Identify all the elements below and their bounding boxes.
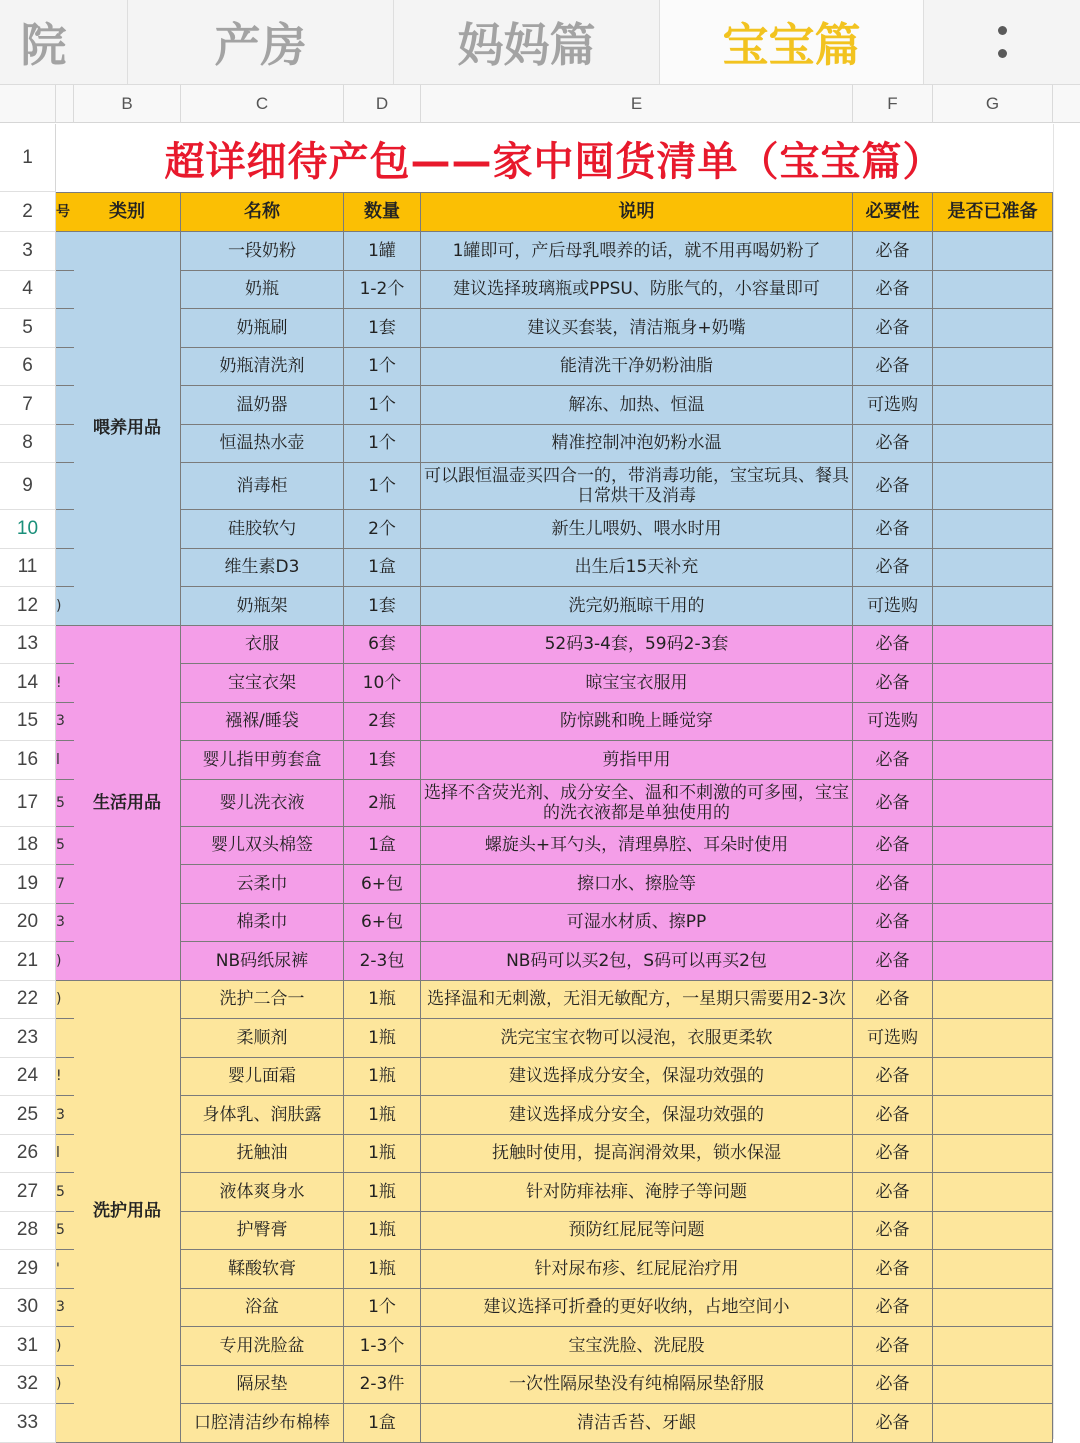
row-header-18[interactable]: 18 [0, 827, 56, 866]
row-4-desc[interactable]: 建议选择玻璃瓶或PPSU、防胀气的，小容量即可 [421, 271, 853, 310]
row-10-name[interactable]: 硅胶软勺 [181, 510, 344, 549]
row-21-ready[interactable] [933, 942, 1053, 981]
row-4-name[interactable]: 奶瓶 [181, 271, 344, 310]
row-11-need[interactable]: 必备 [853, 549, 933, 588]
row-18-qty[interactable]: 1盒 [344, 827, 421, 866]
column-header-e[interactable]: E [421, 85, 853, 123]
row-19-partial-cell[interactable]: 7 [56, 865, 74, 904]
row-4-partial-cell[interactable] [56, 271, 74, 310]
row-17-qty[interactable]: 2瓶 [344, 780, 421, 827]
row-26-ready[interactable] [933, 1135, 1053, 1174]
row-5-name[interactable]: 奶瓶刷 [181, 309, 344, 348]
row-32-name[interactable]: 隔尿垫 [181, 1366, 344, 1405]
row-30-name[interactable]: 浴盆 [181, 1289, 344, 1328]
row-16-partial-cell[interactable]: l [56, 741, 74, 780]
row-20-partial-cell[interactable]: 3 [56, 904, 74, 943]
row-23-ready[interactable] [933, 1019, 1053, 1058]
row-33-ready[interactable] [933, 1404, 1053, 1443]
sheet-tab-4[interactable]: 宝宝篇 [660, 0, 924, 84]
row-header-31[interactable]: 31 [0, 1327, 56, 1366]
row-header-24[interactable]: 24 [0, 1058, 56, 1097]
row-12-qty[interactable]: 1套 [344, 587, 421, 626]
row-19-ready[interactable] [933, 865, 1053, 904]
row-7-need[interactable]: 可选购 [853, 386, 933, 425]
row-14-need[interactable]: 必备 [853, 664, 933, 703]
row-30-partial-cell[interactable]: 3 [56, 1289, 74, 1328]
row-31-name[interactable]: 专用洗脸盆 [181, 1327, 344, 1366]
row-32-partial-cell[interactable]: ) [56, 1366, 74, 1405]
row-28-qty[interactable]: 1瓶 [344, 1212, 421, 1251]
row-16-name[interactable]: 婴儿指甲剪套盒 [181, 741, 344, 780]
row-header-3[interactable]: 3 [0, 232, 56, 271]
row-header-20[interactable]: 20 [0, 904, 56, 943]
row-28-partial-cell[interactable]: 5 [56, 1212, 74, 1251]
row-30-need[interactable]: 必备 [853, 1289, 933, 1328]
row-21-partial-cell[interactable]: ) [56, 942, 74, 981]
row-9-need[interactable]: 必备 [853, 463, 933, 510]
row-33-need[interactable]: 必备 [853, 1404, 933, 1443]
row-14-partial-cell[interactable]: ! [56, 664, 74, 703]
row-header-29[interactable]: 29 [0, 1250, 56, 1289]
row-9-partial-cell[interactable] [56, 463, 74, 510]
row-8-desc[interactable]: 精准控制冲泡奶粉水温 [421, 425, 853, 464]
column-header-g[interactable]: G [933, 85, 1053, 123]
sheet-tab-3[interactable]: 妈妈篇 [394, 0, 660, 84]
row-25-qty[interactable]: 1瓶 [344, 1096, 421, 1135]
row-7-ready[interactable] [933, 386, 1053, 425]
row-9-qty[interactable]: 1个 [344, 463, 421, 510]
row-header-26[interactable]: 26 [0, 1135, 56, 1174]
row-33-desc[interactable]: 清洁舌苔、牙龈 [421, 1404, 853, 1443]
row-3-ready[interactable] [933, 232, 1053, 271]
row-17-partial-cell[interactable]: 5 [56, 780, 74, 827]
row-5-desc[interactable]: 建议买套装，清洁瓶身+奶嘴 [421, 309, 853, 348]
row-10-ready[interactable] [933, 510, 1053, 549]
row-28-need[interactable]: 必备 [853, 1212, 933, 1251]
row-21-qty[interactable]: 2-3包 [344, 942, 421, 981]
row-header-27[interactable]: 27 [0, 1173, 56, 1212]
row-11-qty[interactable]: 1盒 [344, 549, 421, 588]
row-10-partial-cell[interactable] [56, 510, 74, 549]
row-header-9[interactable]: 9 [0, 463, 56, 510]
category-cell-1[interactable]: 喂养用品 [74, 232, 181, 626]
row-32-need[interactable]: 必备 [853, 1366, 933, 1405]
row-19-desc[interactable]: 擦口水、擦脸等 [421, 865, 853, 904]
row-29-partial-cell[interactable]: ' [56, 1250, 74, 1289]
row-27-desc[interactable]: 针对防痱祛痱、淹脖子等问题 [421, 1173, 853, 1212]
row-20-qty[interactable]: 6+包 [344, 904, 421, 943]
row-7-desc[interactable]: 解冻、加热、恒温 [421, 386, 853, 425]
row-12-name[interactable]: 奶瓶架 [181, 587, 344, 626]
row-4-ready[interactable] [933, 271, 1053, 310]
row-header-33[interactable]: 33 [0, 1404, 56, 1443]
row-header-23[interactable]: 23 [0, 1019, 56, 1058]
row-header-25[interactable]: 25 [0, 1096, 56, 1135]
row-10-qty[interactable]: 2个 [344, 510, 421, 549]
row-header-12[interactable]: 12 [0, 587, 56, 626]
row-header-14[interactable]: 14 [0, 664, 56, 703]
row-26-qty[interactable]: 1瓶 [344, 1135, 421, 1174]
column-header-d[interactable]: D [344, 85, 421, 123]
row-25-desc[interactable]: 建议选择成分安全，保湿功效强的 [421, 1096, 853, 1135]
row-8-name[interactable]: 恒温热水壶 [181, 425, 344, 464]
row-6-name[interactable]: 奶瓶清洗剂 [181, 348, 344, 387]
row-19-need[interactable]: 必备 [853, 865, 933, 904]
row-8-need[interactable]: 必备 [853, 425, 933, 464]
row-3-need[interactable]: 必备 [853, 232, 933, 271]
row-header-28[interactable]: 28 [0, 1212, 56, 1251]
row-24-desc[interactable]: 建议选择成分安全，保湿功效强的 [421, 1058, 853, 1097]
header-need[interactable]: 必要性 [853, 192, 933, 232]
row-6-desc[interactable]: 能清洗干净奶粉油脂 [421, 348, 853, 387]
row-29-desc[interactable]: 针对尿布疹、红屁屁治疗用 [421, 1250, 853, 1289]
row-31-ready[interactable] [933, 1327, 1053, 1366]
row-5-qty[interactable]: 1套 [344, 309, 421, 348]
row-31-need[interactable]: 必备 [853, 1327, 933, 1366]
row-12-desc[interactable]: 洗完奶瓶晾干用的 [421, 587, 853, 626]
row-28-name[interactable]: 护臀膏 [181, 1212, 344, 1251]
row-14-qty[interactable]: 10个 [344, 664, 421, 703]
row-header-22[interactable]: 22 [0, 981, 56, 1020]
row-3-desc[interactable]: 1罐即可，产后母乳喂养的话，就不用再喝奶粉了 [421, 232, 853, 271]
row-15-qty[interactable]: 2套 [344, 703, 421, 742]
row-33-name[interactable]: 口腔清洁纱布棉棒 [181, 1404, 344, 1443]
row-24-partial-cell[interactable]: ! [56, 1058, 74, 1097]
dot [998, 26, 1007, 35]
row-18-name[interactable]: 婴儿双头棉签 [181, 827, 344, 866]
row-header-5[interactable]: 5 [0, 309, 56, 348]
row-16-desc[interactable]: 剪指甲用 [421, 741, 853, 780]
row-28-ready[interactable] [933, 1212, 1053, 1251]
row-24-qty[interactable]: 1瓶 [344, 1058, 421, 1097]
row-header-7[interactable]: 7 [0, 386, 56, 425]
column-header-c[interactable]: C [181, 85, 344, 123]
row-31-desc[interactable]: 宝宝洗脸、洗屁股 [421, 1327, 853, 1366]
row-27-name[interactable]: 液体爽身水 [181, 1173, 344, 1212]
row-29-need[interactable]: 必备 [853, 1250, 933, 1289]
row-23-name[interactable]: 柔顺剂 [181, 1019, 344, 1058]
row-17-need[interactable]: 必备 [853, 780, 933, 827]
corner-cell[interactable] [0, 85, 56, 123]
row-10-desc[interactable]: 新生儿喂奶、喂水时用 [421, 510, 853, 549]
row-3-partial-cell[interactable] [56, 232, 74, 271]
row-25-partial-cell[interactable]: 3 [56, 1096, 74, 1135]
row-header-13[interactable]: 13 [0, 626, 56, 665]
row-3-qty[interactable]: 1罐 [344, 232, 421, 271]
row-5-ready[interactable] [933, 309, 1053, 348]
row-27-need[interactable]: 必备 [853, 1173, 933, 1212]
column-header-b[interactable]: B [74, 85, 181, 123]
sheet-tab-1[interactable]: 院 [0, 0, 128, 84]
sheet-title: 超详细待产包——家中囤货清单（宝宝篇） [164, 138, 944, 185]
row-6-need[interactable]: 必备 [853, 348, 933, 387]
grid-line-right [1053, 124, 1054, 1439]
row-8-qty[interactable]: 1个 [344, 425, 421, 464]
more-vertical-icon[interactable] [924, 0, 1080, 84]
row-27-ready[interactable] [933, 1173, 1053, 1212]
row-header-21[interactable]: 21 [0, 942, 56, 981]
row-29-qty[interactable]: 1瓶 [344, 1250, 421, 1289]
row-28-desc[interactable]: 预防红屁屁等问题 [421, 1212, 853, 1251]
row-3-name[interactable]: 一段奶粉 [181, 232, 344, 271]
row-22-need[interactable]: 必备 [853, 981, 933, 1020]
row-33-qty[interactable]: 1盒 [344, 1404, 421, 1443]
row-14-name[interactable]: 宝宝衣架 [181, 664, 344, 703]
row-13-need[interactable]: 必备 [853, 626, 933, 665]
row-22-qty[interactable]: 1瓶 [344, 981, 421, 1020]
row-11-name[interactable]: 维生素D3 [181, 549, 344, 588]
row-18-desc[interactable]: 螺旋头+耳勺头，清理鼻腔、耳朵时使用 [421, 827, 853, 866]
row-21-name[interactable]: NB码纸尿裤 [181, 942, 344, 981]
row-12-partial-cell[interactable]: ) [56, 587, 74, 626]
row-20-desc[interactable]: 可湿水材质、擦PP [421, 904, 853, 943]
dot [998, 49, 1007, 58]
row-4-qty[interactable]: 1-2个 [344, 271, 421, 310]
header-category[interactable]: 类别 [74, 192, 181, 232]
row-12-ready[interactable] [933, 587, 1053, 626]
row-header-19[interactable]: 19 [0, 865, 56, 904]
row-26-need[interactable]: 必备 [853, 1135, 933, 1174]
row-header-16[interactable]: 16 [0, 741, 56, 780]
row-27-qty[interactable]: 1瓶 [344, 1173, 421, 1212]
row-7-qty[interactable]: 1个 [344, 386, 421, 425]
row-13-partial-cell[interactable] [56, 626, 74, 665]
category-cell-3[interactable]: 洗护用品 [74, 981, 181, 1443]
row-16-ready[interactable] [933, 741, 1053, 780]
row-26-name[interactable]: 抚触油 [181, 1135, 344, 1174]
row-23-desc[interactable]: 洗完宝宝衣物可以浸泡，衣服更柔软 [421, 1019, 853, 1058]
row-24-need[interactable]: 必备 [853, 1058, 933, 1097]
row-6-ready[interactable] [933, 348, 1053, 387]
row-8-ready[interactable] [933, 425, 1053, 464]
sheet-tab-bar [0, 0, 1080, 85]
row-header-4[interactable]: 4 [0, 271, 56, 310]
row-7-partial-cell[interactable] [56, 386, 74, 425]
row-23-qty[interactable]: 1瓶 [344, 1019, 421, 1058]
row-9-ready[interactable] [933, 463, 1053, 510]
header-name[interactable]: 名称 [181, 192, 344, 232]
header-qty[interactable]: 数量 [344, 192, 421, 232]
category-cell-2[interactable]: 生活用品 [74, 626, 181, 981]
row-19-qty[interactable]: 6+包 [344, 865, 421, 904]
row-header-1[interactable]: 1 [0, 124, 56, 192]
row-15-desc[interactable]: 防惊跳和晚上睡觉穿 [421, 703, 853, 742]
row-10-need[interactable]: 必备 [853, 510, 933, 549]
row-15-ready[interactable] [933, 703, 1053, 742]
row-header-2[interactable]: 2 [0, 192, 56, 232]
row-21-need[interactable]: 必备 [853, 942, 933, 981]
row-22-name[interactable]: 洗护二合一 [181, 981, 344, 1020]
row-30-qty[interactable]: 1个 [344, 1289, 421, 1328]
row-17-desc[interactable]: 选择不含荧光剂、成分安全、温和不刺激的可多囤，宝宝的洗衣液都是单独使用的 [421, 780, 853, 827]
row-25-name[interactable]: 身体乳、润肤露 [181, 1096, 344, 1135]
row-header-6[interactable]: 6 [0, 348, 56, 387]
row-11-ready[interactable] [933, 549, 1053, 588]
row-15-partial-cell[interactable]: 3 [56, 703, 74, 742]
row-header-17[interactable]: 17 [0, 780, 56, 827]
row-31-partial-cell[interactable]: ) [56, 1327, 74, 1366]
row-17-ready[interactable] [933, 780, 1053, 827]
row-13-qty[interactable]: 6套 [344, 626, 421, 665]
row-31-qty[interactable]: 1-3个 [344, 1327, 421, 1366]
row-18-ready[interactable] [933, 827, 1053, 866]
row-14-ready[interactable] [933, 664, 1053, 703]
row-19-name[interactable]: 云柔巾 [181, 865, 344, 904]
row-26-partial-cell[interactable]: l [56, 1135, 74, 1174]
row-18-need[interactable]: 必备 [853, 827, 933, 866]
row-6-qty[interactable]: 1个 [344, 348, 421, 387]
row-17-name[interactable]: 婴儿洗衣液 [181, 780, 344, 827]
row-9-name[interactable]: 消毒柜 [181, 463, 344, 510]
row-5-need[interactable]: 必备 [853, 309, 933, 348]
row-32-desc[interactable]: 一次性隔尿垫没有纯棉隔尿垫舒服 [421, 1366, 853, 1405]
row-header-11[interactable]: 11 [0, 549, 56, 588]
row-6-partial-cell[interactable] [56, 348, 74, 387]
row-16-need[interactable]: 必备 [853, 741, 933, 780]
row-24-ready[interactable] [933, 1058, 1053, 1097]
row-27-partial-cell[interactable]: 5 [56, 1173, 74, 1212]
row-33-partial-cell[interactable] [56, 1404, 74, 1443]
row-25-ready[interactable] [933, 1096, 1053, 1135]
row-22-ready[interactable] [933, 981, 1053, 1020]
row-20-need[interactable]: 必备 [853, 904, 933, 943]
row-21-desc[interactable]: NB码可以买2包，S码可以再买2包 [421, 942, 853, 981]
row-11-desc[interactable]: 出生后15天补充 [421, 549, 853, 588]
row-7-name[interactable]: 温奶器 [181, 386, 344, 425]
column-header-partial[interactable] [56, 85, 74, 123]
row-9-desc[interactable]: 可以跟恒温壶买四合一的，带消毒功能，宝宝玩具、餐具日常烘干及消毒 [421, 463, 853, 510]
row-header-8[interactable]: 8 [0, 425, 56, 464]
sheet-tab-2[interactable]: 产房 [128, 0, 394, 84]
row-8-partial-cell[interactable] [56, 425, 74, 464]
row-20-ready[interactable] [933, 904, 1053, 943]
row-20-name[interactable]: 棉柔巾 [181, 904, 344, 943]
row-12-need[interactable]: 可选购 [853, 587, 933, 626]
row-29-name[interactable]: 鞣酸软膏 [181, 1250, 344, 1289]
row-13-desc[interactable]: 52码3-4套，59码2-3套 [421, 626, 853, 665]
row-24-name[interactable]: 婴儿面霜 [181, 1058, 344, 1097]
row-11-partial-cell[interactable] [56, 549, 74, 588]
row-18-partial-cell[interactable]: 5 [56, 827, 74, 866]
row-23-need[interactable]: 可选购 [853, 1019, 933, 1058]
row-30-desc[interactable]: 建议选择可折叠的更好收纳，占地空间小 [421, 1289, 853, 1328]
row-30-ready[interactable] [933, 1289, 1053, 1328]
row-header-30[interactable]: 30 [0, 1289, 56, 1328]
header-desc[interactable]: 说明 [421, 192, 853, 232]
row-header-10[interactable]: 10 [0, 510, 56, 549]
header-ready[interactable]: 是否已准备 [933, 192, 1053, 232]
row-header-15[interactable]: 15 [0, 703, 56, 742]
row-5-partial-cell[interactable] [56, 309, 74, 348]
row-32-ready[interactable] [933, 1366, 1053, 1405]
column-header-f[interactable]: F [853, 85, 933, 123]
row-16-qty[interactable]: 1套 [344, 741, 421, 780]
row-22-partial-cell[interactable]: ) [56, 981, 74, 1020]
row-22-desc[interactable]: 选择温和无刺激，无泪无敏配方，一星期只需要用2-3次 [421, 981, 853, 1020]
row-15-need[interactable]: 可选购 [853, 703, 933, 742]
row-23-partial-cell[interactable] [56, 1019, 74, 1058]
row-32-qty[interactable]: 2-3件 [344, 1366, 421, 1405]
row-4-need[interactable]: 必备 [853, 271, 933, 310]
row-13-name[interactable]: 衣服 [181, 626, 344, 665]
header-cut[interactable]: 号 [56, 192, 74, 232]
row-14-desc[interactable]: 晾宝宝衣服用 [421, 664, 853, 703]
more-dots [998, 26, 1007, 58]
row-29-ready[interactable] [933, 1250, 1053, 1289]
row-26-desc[interactable]: 抚触时使用，提高润滑效果，锁水保湿 [421, 1135, 853, 1174]
row-13-ready[interactable] [933, 626, 1053, 665]
row-header-32[interactable]: 32 [0, 1366, 56, 1405]
row-15-name[interactable]: 襁褓/睡袋 [181, 703, 344, 742]
column-header-blank[interactable] [1053, 85, 1080, 123]
row-25-need[interactable]: 必备 [853, 1096, 933, 1135]
